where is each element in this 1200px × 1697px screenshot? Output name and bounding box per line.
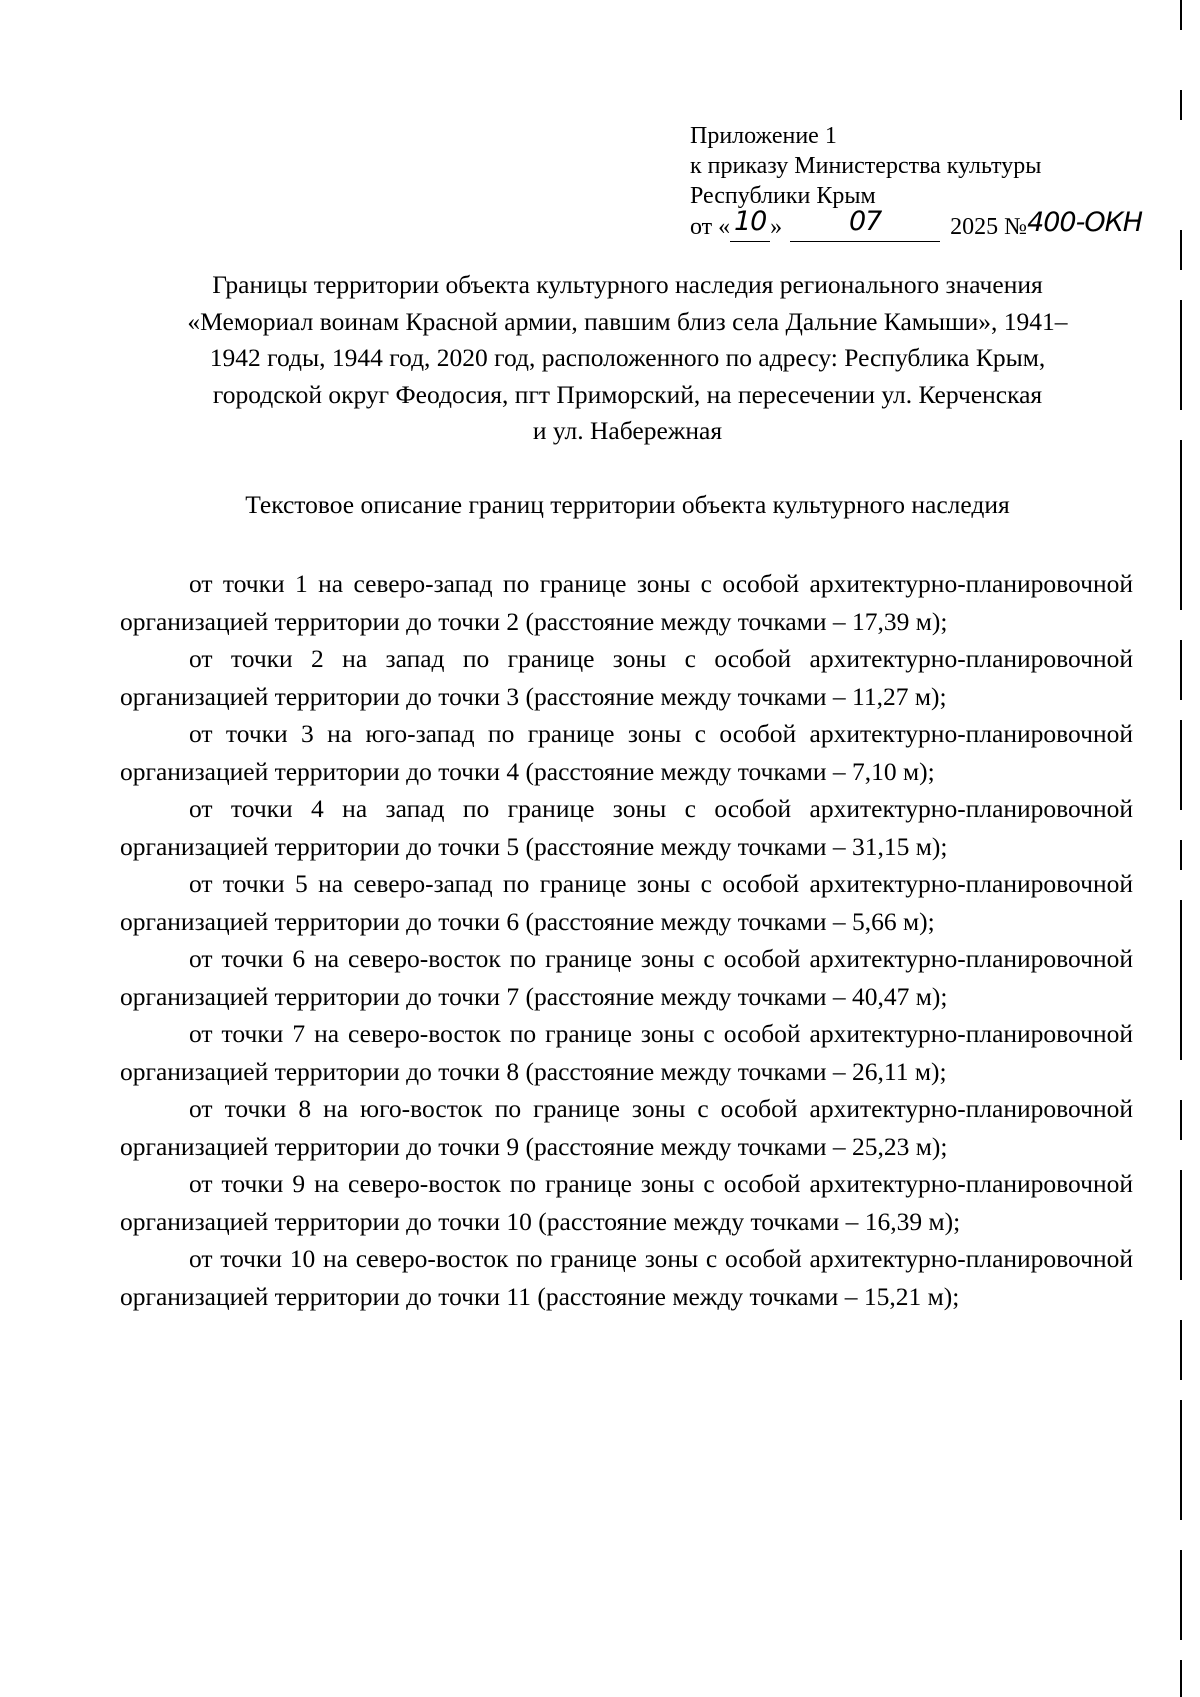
date-day: 10 xyxy=(733,206,767,237)
title-line: «Мемориал воинам Красной армии, павшим близ села Дальние Камыши», 1941– xyxy=(187,306,1068,336)
boundary-paragraph: от точки 5 на северо-запад по границе зоны с особой архитектурно-планировочной организацией территории до точки 6 (расстояние между точками – 5,66 м); xyxy=(120,869,1133,936)
title-line: городской округ Феодосия, пгт Приморский, на пересечении ул. Керченская xyxy=(212,379,1043,409)
appendix-order-ref: к приказу Министерства культуры xyxy=(690,153,1042,179)
boundary-paragraph: от точки 4 на запад по границе зоны с особой архитектурно-планировочной организацией территории до точки 5 (расстояние между точками – 31,15 м); xyxy=(120,794,1133,861)
boundary-paragraph: от точки 1 на северо-запад по границе зоны с особой архитектурно-планировочной организацией территории до точки 2 (расстояние между точками – 17,39 м); xyxy=(120,569,1133,636)
document-title xyxy=(120,267,1135,450)
order-date-line xyxy=(690,206,1160,242)
date-day-close: » xyxy=(770,214,783,240)
boundary-paragraph: от точки 7 на северо-восток по границе зоны с особой архитектурно-планировочной организацией территории до точки 8 (расстояние между точками – 26,11 м); xyxy=(120,1019,1133,1086)
boundary-paragraph: от точки 9 на северо-восток по границе зоны с особой архитектурно-планировочной организацией территории до точки 10 (расстояние между точками – 16,39 м); xyxy=(120,1169,1133,1236)
order-number: 400-ОКН xyxy=(1027,207,1143,238)
date-year: 2025 № xyxy=(950,214,1028,240)
date-month-field xyxy=(790,206,940,242)
scan-edge-artifact xyxy=(1180,0,1183,1697)
boundary-paragraph: от точки 10 на северо-восток по границе зоны с особой архитектурно-планировочной организацией территории до точки 11 (расстояние между точками – 15,21 м); xyxy=(120,1244,1133,1311)
title-line: и ул. Набережная xyxy=(532,416,723,445)
boundary-paragraph: от точки 8 на юго-восток по границе зоны с особой архитектурно-планировочной организацией территории до точки 9 (расстояние между точками – 25,23 м); xyxy=(120,1094,1133,1161)
date-prefix: от « xyxy=(690,214,731,240)
order-number-field xyxy=(1027,207,1152,242)
boundary-paragraph: от точки 6 на северо-восток по границе зоны с особой архитектурно-планировочной организацией территории до точки 7 (расстояние между точками – 40,47 м); xyxy=(120,944,1133,1011)
appendix-label: Приложение 1 xyxy=(690,123,837,149)
boundary-paragraph: от точки 2 на запад по границе зоны с особой архитектурно-планировочной организацией территории до точки 3 (расстояние между точками – 11,27 м); xyxy=(120,644,1133,711)
document-body xyxy=(120,565,1133,1315)
date-day-field xyxy=(730,206,770,242)
section-subtitle: Текстовое описание границ территории объекта культурного наследия xyxy=(245,490,1010,519)
appendix-republic: Республики Крым xyxy=(690,183,876,209)
title-line: 1942 годы, 1944 год, 2020 год, расположенного по адресу: Республика Крым, xyxy=(209,343,1046,372)
appendix-header xyxy=(690,121,1160,242)
boundary-paragraph: от точки 3 на юго-запад по границе зоны с особой архитектурно-планировочной организацией территории до точки 4 (расстояние между точками – 7,10 м); xyxy=(120,719,1133,786)
title-line: Границы территории объекта культурного наследия регионального значения xyxy=(212,270,1043,299)
date-month: 07 xyxy=(848,206,882,237)
